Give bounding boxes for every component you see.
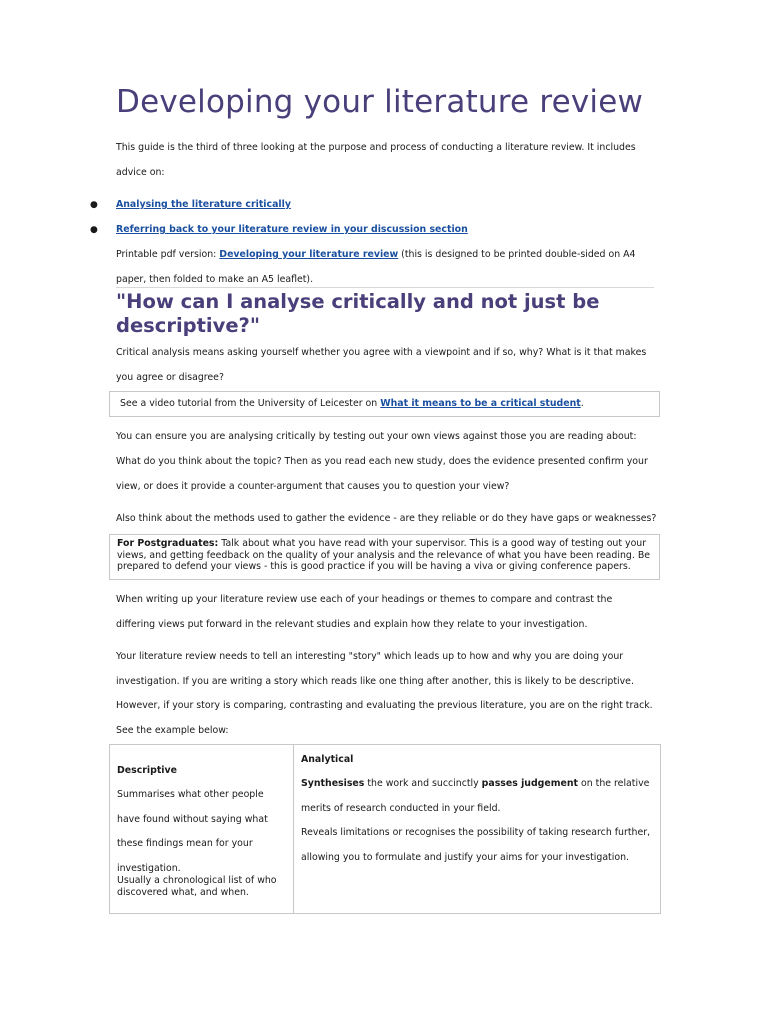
story-line-2: investigation. If you are writing a story which reads like one thing after another, this is likely to be descriptive. xyxy=(116,676,634,687)
descriptive-cell xyxy=(110,745,294,914)
divider xyxy=(116,287,654,288)
postgrad-line-2: views, and getting feedback on the quality of your analysis and the relevance of what you have been reading. Be xyxy=(117,549,651,561)
analytical-end: on the relative xyxy=(581,778,650,789)
postgrad-line-1 xyxy=(117,538,652,550)
link-referring-back[interactable]: Referring back to your literature review in your discussion section xyxy=(116,224,468,235)
story-line-1: Your literature review needs to tell an interesting "story" which leads up to how and why you are doing your xyxy=(116,651,624,662)
passes-judgement-term: passes judgement xyxy=(481,778,579,789)
video-tutorial-text xyxy=(120,392,584,417)
page-title: Developing your literature review xyxy=(116,84,644,120)
analytical-mid: the work and succinctly xyxy=(367,778,479,789)
video-prefix: See a video tutorial from the University of Leicester on xyxy=(120,398,378,409)
descriptive-heading: Descriptive xyxy=(117,765,177,776)
story-line-3: However, if your story is comparing, contrasting and evaluating the previous literature, you are on the right track. xyxy=(116,700,653,711)
bullet-icon: ● xyxy=(90,225,98,235)
analytical-line-1 xyxy=(301,772,660,797)
writing-line-1: When writing up your literature review use each of your headings or themes to compare and contrast the xyxy=(116,594,613,605)
critical-student-link[interactable]: What it means to be a critical student xyxy=(380,398,581,409)
postgrad-label: For Postgraduates: xyxy=(117,538,219,549)
comparison-table xyxy=(109,744,661,914)
writing-line-2: differing views put forward in the relevant studies and explain how they relate to your investigation. xyxy=(116,619,588,630)
descriptive-tail-1: Usually a chronological list of who xyxy=(117,875,277,886)
link-analysing-critically[interactable]: Analysing the literature critically xyxy=(116,199,291,210)
postgrad-line-3: prepared to defend your views - this is good practice if you will be having a viva or giving conference papers. xyxy=(117,561,631,572)
analytical-line-4: allowing you to formulate and justify your aims for your investigation. xyxy=(301,851,629,863)
critical-line-1: Critical analysis means asking yourself whether you agree with a viewpoint and if so, why? What is it that makes xyxy=(116,347,647,358)
postgraduates-box xyxy=(109,534,660,580)
video-tutorial-box xyxy=(109,391,660,417)
printable-suffix: (this is designed to be printed double-sided on A4 xyxy=(401,249,636,260)
descriptive-line-2: have found without saying what xyxy=(117,813,268,825)
postgrad-text-1: Talk about what you have read with your supervisor. This is a good way of testing out your xyxy=(221,538,647,549)
synthesises-term: Synthesises xyxy=(301,778,365,789)
descriptive-line-4: investigation. xyxy=(117,862,181,874)
critical-line-2: you agree or disagree? xyxy=(116,372,224,383)
descriptive-tail-2: discovered what, and when. xyxy=(117,886,249,898)
testing-line-1: You can ensure you are analysing critically by testing out your own views against those you are reading about: xyxy=(116,431,637,442)
printable-prefix: Printable pdf version: xyxy=(116,249,217,260)
testing-line-3: view, or does it provide a counter-argument that causes you to question your view? xyxy=(116,481,510,492)
analytical-line-3: Reveals limitations or recognises the possibility of taking research further, xyxy=(301,827,651,838)
video-suffix: . xyxy=(580,398,584,409)
methods-text: Also think about the methods used to gather the evidence - are they reliable or do they have gaps or weaknesses? xyxy=(116,513,657,524)
intro-line-2: advice on: xyxy=(116,167,165,178)
analytical-heading: Analytical xyxy=(301,754,354,765)
intro-line-1: This guide is the third of three looking at the purpose and process of conducting a literature review. It includes xyxy=(116,142,636,153)
printable-line-2: paper, then folded to make an A5 leaflet). xyxy=(116,274,314,285)
bullet-icon: ● xyxy=(90,200,98,210)
printable-line xyxy=(116,243,636,268)
printable-pdf-link[interactable]: Developing your literature review xyxy=(219,249,399,260)
testing-line-2: What do you think about the topic? Then as you read each new study, does the evidence presented confirm your xyxy=(116,456,648,467)
analytical-cell xyxy=(294,745,661,914)
descriptive-line-3: these findings mean for your xyxy=(117,838,253,849)
analytical-line-2: merits of research conducted in your field. xyxy=(301,802,501,814)
story-line-4: See the example below: xyxy=(116,725,229,736)
section-heading: "How can I analyse critically and not just be descriptive?" xyxy=(116,290,600,337)
descriptive-line-1: Summarises what other people xyxy=(117,789,264,800)
